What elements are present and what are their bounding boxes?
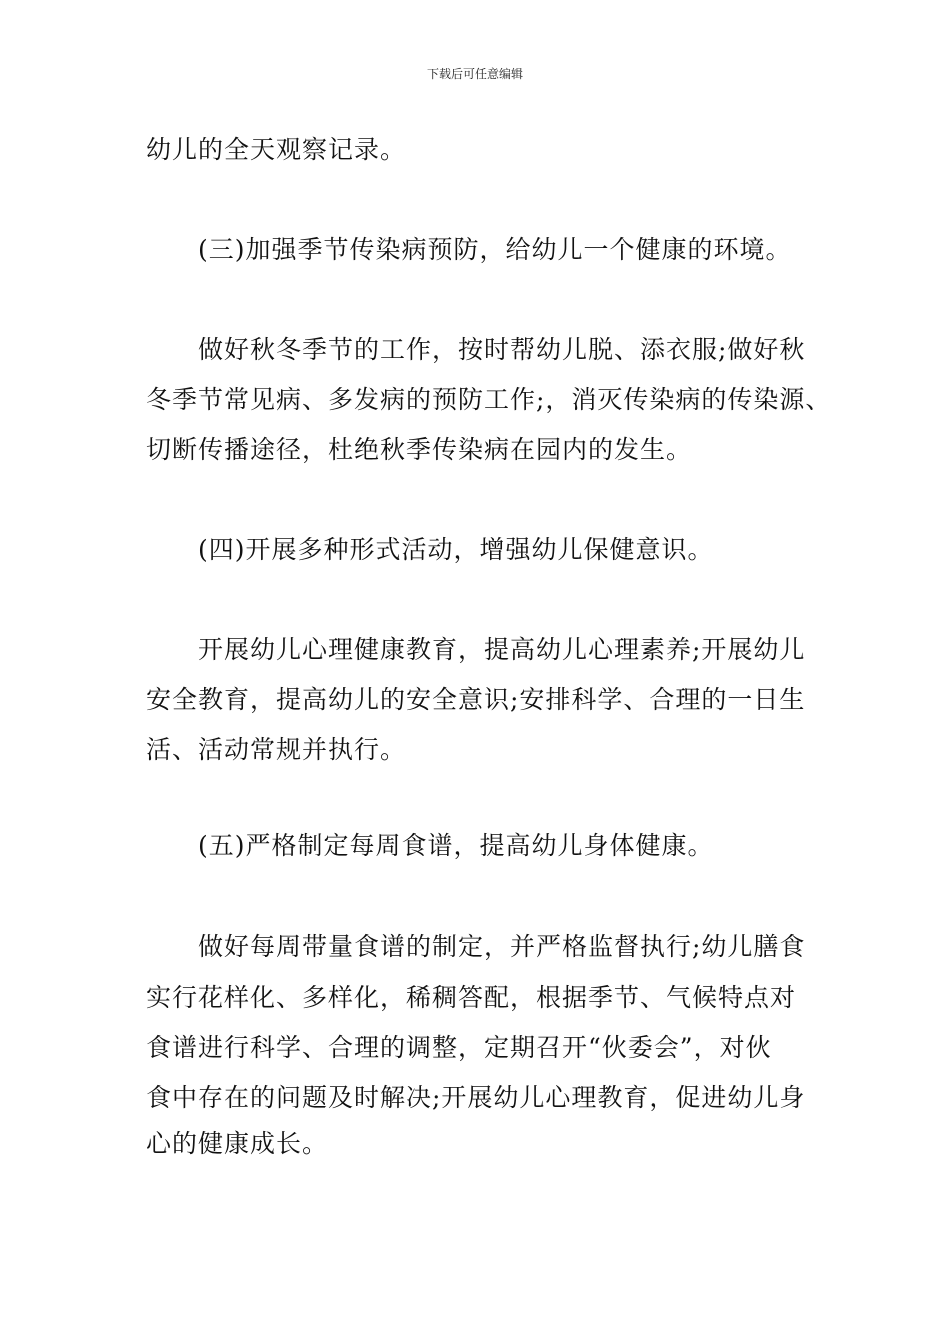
text-line: 活、活动常规并执行。 xyxy=(146,735,407,764)
text-line: 切断传播途径，杜绝秋季传染病在园内的发生。 xyxy=(146,435,693,464)
section-heading-4: (四)开展多种形式活动，增强幼儿保健意识。 xyxy=(198,535,714,564)
text-line: 安全教育，提高幼儿的安全意识;安排科学、合理的一日生 xyxy=(146,685,806,714)
section-heading-5: (五)严格制定每周食谱，提高幼儿身体健康。 xyxy=(198,831,714,860)
text-line: 幼儿的全天观察记录。 xyxy=(146,135,407,164)
text-line: 冬季节常见病、多发病的预防工作;，消灭传染病的传染源、 xyxy=(146,385,832,414)
text-line: 心的健康成长。 xyxy=(146,1129,329,1158)
page-header: 下载后可任意编辑 xyxy=(426,67,523,81)
section-heading-3: (三)加强季节传染病预防，给幼儿一个健康的环境。 xyxy=(198,235,792,264)
text-line: 做好每周带量食谱的制定，并严格监督执行;幼儿膳食 xyxy=(198,932,806,961)
text-line: 食中存在的问题及时解决;开展幼儿心理教育，促进幼儿身 xyxy=(146,1083,806,1112)
text-line: 做好秋冬季节的工作，按时帮幼儿脱、添衣服;做好秋 xyxy=(198,335,806,364)
text-line: 开展幼儿心理健康教育，提高幼儿心理素养;开展幼儿 xyxy=(198,635,806,664)
text-line: 食谱进行科学、合理的调整，定期召开“伙委会”，对伙 xyxy=(146,1033,772,1062)
text-line: 实行花样化、多样化，稀稠答配，根据季节、气候特点对 xyxy=(146,983,797,1012)
